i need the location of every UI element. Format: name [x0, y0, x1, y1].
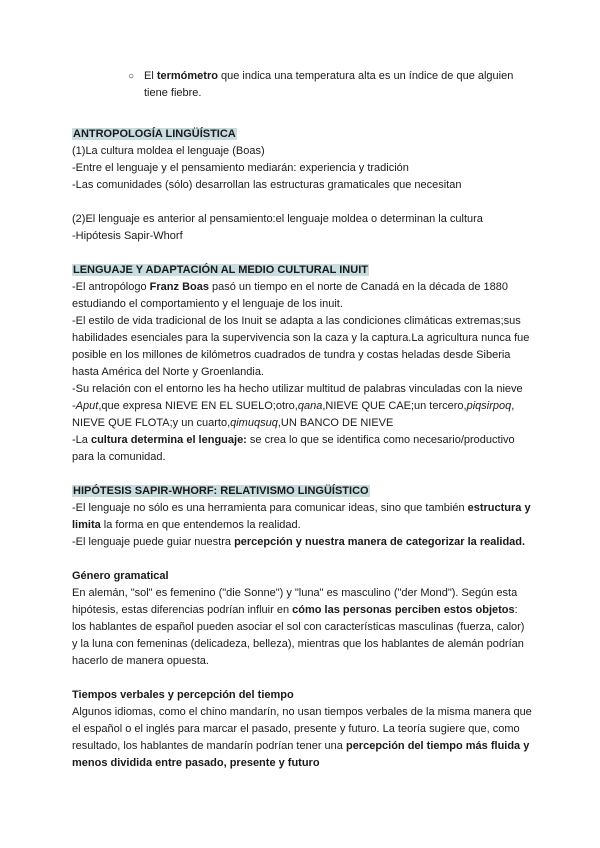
paragraph: Algunos idiomas, como el chino mandarín, no usan tiempos verbales de la misma manera que el español o el inglés para marcar el pasado, presente y futuro. La teoría sugiere que, como resultado, los hablantes de mandarín podrían tener una percepción del tiempo más fluida y menos dividida entre pasado, presente y futuro: [72, 706, 532, 769]
hollow-bullet-icon: ○: [128, 71, 135, 82]
paragraph: -El lenguaje puede guiar nuestra percepción y nuestra manera de categorizar la realidad.: [72, 536, 526, 548]
paragraph: -La cultura determina el lenguaje: se crea lo que se identifica como necesario/productivo para la comunidad.: [72, 434, 515, 463]
text-line: (1)La cultura moldea el lenguaje (Boas): [72, 145, 265, 157]
text-line: (2)El lenguaje es anterior al pensamiento:el lenguaje moldea o determinan la cultura: [72, 213, 483, 225]
subsection-title: Tiempos verbales y percepción del tiempo: [72, 689, 294, 701]
paragraph: -Su relación con el entorno les ha hecho utilizar multitud de palabras vinculadas con la nieve: [72, 383, 523, 395]
paragraph: -El antropólogo Franz Boas pasó un tiempo en el norte de Canadá en la década de 1880 estudiando el comportamiento y el lenguaje de los inuit.: [72, 281, 509, 310]
subsection-title: Género gramatical: [72, 570, 169, 582]
list-item: ○ El termómetro que indica una temperatura alta es un índice de que alguien tiene fiebre.: [128, 70, 514, 99]
paragraph: -El estilo de vida tradicional de los Inuit se adapta a las condiciones climáticas extremas;sus habilidades esenciales para la supervivencia son la caza y la captura.La agricultura nunca fue posible en los millones de kilómetros cuadrados de tundra y costas heladas desde Siberia hasta América del Norte y Groenlandia.: [72, 315, 530, 378]
paragraph: -El lenguaje no sólo es una herramienta para comunicar ideas, sino que también estructura y limita la forma en que entendemos la realidad.: [72, 502, 531, 531]
document-page: [72, 68, 532, 772]
text-line: -Las comunidades (sólo) desarrollan las estructuras gramaticales que necesitan: [72, 179, 462, 191]
paragraph: -Aput,que expresa NIEVE EN EL SUELO;otro,qana,NIEVE QUE CAE;un tercero,piqsirpoq, NIEVE QUE FLOTA;y un cuarto,qimuqsuq,UN BANCO DE NIEVE: [72, 400, 515, 429]
paragraph: En alemán, "sol" es femenino ("die Sonne") y "luna" es masculino ("der Mond"). Según esta hipótesis, estas diferencias podrían influir en cómo las personas perciben estos objetos: los hablantes de español pueden asociar el sol con características masculinas (fuerza, calor) y la luna con femeninas (delicadeza, belleza), mientras que los hablantes de alemán podrían hacerlo de manera opuesta.: [72, 587, 525, 667]
text-line: -Entre el lenguaje y el pensamiento mediarán: experiencia y tradición: [72, 162, 409, 174]
text-line: -Hipótesis Sapir-Whorf: [72, 230, 183, 242]
section-heading: ANTROPOLOGÍA LINGÜÍSTICA: [73, 128, 236, 140]
section-heading: HIPÓTESIS SAPIR-WHORF: RELATIVISMO LINGÜÍSTICO: [73, 485, 369, 497]
section-heading: LENGUAJE Y ADAPTACIÓN AL MEDIO CULTURAL INUIT: [73, 264, 368, 276]
